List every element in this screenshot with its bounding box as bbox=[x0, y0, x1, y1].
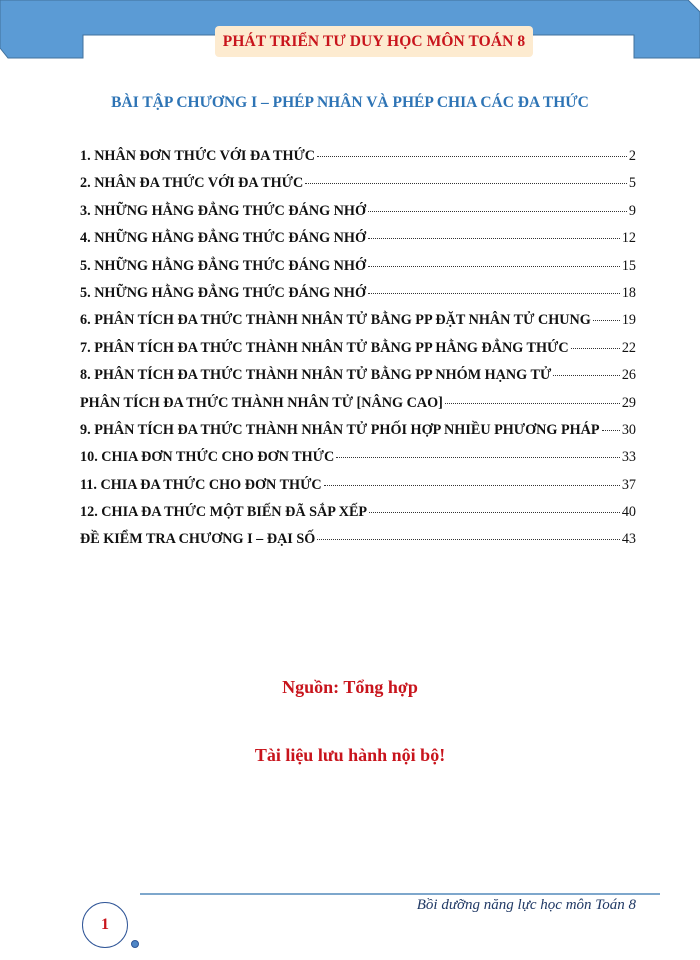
toc-item[interactable] bbox=[80, 282, 636, 309]
toc-item-page: 2 bbox=[628, 148, 636, 164]
toc-leader-dots bbox=[368, 197, 627, 212]
toc-item[interactable] bbox=[80, 172, 636, 199]
toc-item-page: 33 bbox=[621, 449, 636, 466]
toc-item[interactable] bbox=[80, 474, 636, 501]
toc-item-page: 40 bbox=[621, 504, 636, 521]
toc-item[interactable] bbox=[80, 145, 636, 172]
toc-leader-dots bbox=[571, 334, 620, 349]
toc-item-page: 12 bbox=[621, 230, 636, 247]
toc-leader-dots bbox=[445, 389, 620, 404]
toc-item[interactable] bbox=[80, 528, 636, 555]
toc-leader-dots bbox=[368, 224, 620, 239]
toc-item[interactable] bbox=[80, 200, 636, 227]
toc-item-label: 4. NHỮNG HẰNG ĐẲNG THỨC ĐÁNG NHỚ bbox=[80, 230, 366, 247]
toc-item-label: 1. NHÂN ĐƠN THỨC VỚI ĐA THỨC bbox=[80, 148, 316, 164]
toc-item-label: 10. CHIA ĐƠN THỨC CHO ĐƠN THỨC bbox=[80, 449, 335, 466]
document-title-tag: PHÁT TRIỂN TƯ DUY HỌC MÔN TOÁN 8 bbox=[215, 26, 533, 57]
toc-item-label: 2. NHÂN ĐA THỨC VỚI ĐA THỨC bbox=[80, 175, 304, 192]
toc-item-page: 26 bbox=[621, 367, 636, 384]
toc-item[interactable] bbox=[80, 392, 636, 419]
toc-item-label: 5. NHỮNG HẰNG ĐẲNG THỨC ĐÁNG NHỚ bbox=[80, 257, 366, 274]
toc-leader-dots bbox=[305, 169, 627, 184]
toc-leader-dots bbox=[317, 142, 627, 157]
toc-item-label: 12. CHIA ĐA THỨC MỘT BIẾN ĐÃ SẮP XẾP bbox=[80, 504, 368, 521]
toc-item-label: 9. PHÂN TÍCH ĐA THỨC THÀNH NHÂN TỬ PHỐI HỢP NHIỀU PHƯƠNG PHÁP bbox=[80, 421, 600, 438]
toc-item-page: 18 bbox=[621, 284, 636, 301]
toc-item[interactable] bbox=[80, 501, 636, 528]
toc-item-page: 15 bbox=[621, 257, 636, 274]
toc-item[interactable] bbox=[80, 364, 636, 391]
toc-item-page: 19 bbox=[621, 312, 636, 329]
toc-item-page: 5 bbox=[628, 175, 636, 192]
page-number-badge bbox=[82, 902, 128, 948]
toc-item[interactable] bbox=[80, 419, 636, 446]
footer-divider bbox=[140, 893, 660, 895]
footer-caption: Bồi dưỡng năng lực học môn Toán 8 bbox=[416, 897, 636, 913]
toc-item-label: 11. CHIA ĐA THỨC CHO ĐƠN THỨC bbox=[80, 476, 322, 493]
toc-item[interactable] bbox=[80, 227, 636, 254]
toc-item-label: 3. NHỮNG HẰNG ĐẲNG THỨC ĐÁNG NHỚ bbox=[80, 202, 366, 219]
toc-item-page: 29 bbox=[621, 394, 636, 411]
toc-item[interactable] bbox=[80, 337, 636, 364]
toc-leader-dots bbox=[324, 471, 620, 486]
chapter-title: BÀI TẬP CHƯƠNG I – PHÉP NHÂN VÀ PHÉP CHIA CÁC ĐA THỨC bbox=[111, 94, 589, 111]
toc-leader-dots bbox=[369, 498, 620, 513]
decorative-dot-icon bbox=[131, 940, 139, 948]
internal-use-notice: Tài liệu lưu hành nội bộ! bbox=[254, 745, 446, 765]
toc-item-label: 8. PHÂN TÍCH ĐA THỨC THÀNH NHÂN TỬ BẰNG PP NHÓM HẠNG TỬ bbox=[80, 367, 552, 384]
toc-leader-dots bbox=[553, 361, 620, 376]
toc-item[interactable] bbox=[80, 255, 636, 282]
toc-leader-dots bbox=[368, 252, 620, 267]
toc-item-page: 30 bbox=[621, 421, 636, 438]
toc-item[interactable] bbox=[80, 446, 636, 473]
page-number: 1 bbox=[101, 916, 109, 933]
toc-item[interactable] bbox=[80, 309, 636, 336]
toc-item-label: 5. NHỮNG HẰNG ĐẲNG THỨC ĐÁNG NHỚ bbox=[80, 284, 366, 301]
toc-item-page: 9 bbox=[628, 202, 636, 219]
toc-leader-dots bbox=[317, 525, 620, 540]
source-note: Nguồn: Tổng hợp bbox=[282, 677, 418, 697]
toc-item-label: ĐỀ KIỂM TRA CHƯƠNG I – ĐẠI SỐ bbox=[80, 531, 316, 548]
table-of-contents bbox=[80, 145, 636, 556]
toc-item-page: 37 bbox=[621, 476, 636, 493]
toc-item-page: 43 bbox=[621, 531, 636, 548]
toc-leader-dots bbox=[593, 306, 620, 321]
toc-item-label: 6. PHÂN TÍCH ĐA THỨC THÀNH NHÂN TỬ BẰNG PP ĐẶT NHÂN TỬ CHUNG bbox=[80, 312, 591, 329]
toc-item-label: PHÂN TÍCH ĐA THỨC THÀNH NHÂN TỬ [NÂNG CAO] bbox=[80, 394, 443, 411]
toc-item-label: 7. PHÂN TÍCH ĐA THỨC THÀNH NHÂN TỬ BẰNG PP HẰNG ĐẲNG THỨC bbox=[80, 339, 569, 356]
toc-leader-dots bbox=[368, 279, 620, 294]
toc-leader-dots bbox=[602, 416, 620, 431]
toc-leader-dots bbox=[336, 443, 620, 458]
toc-item-page: 22 bbox=[621, 339, 636, 356]
